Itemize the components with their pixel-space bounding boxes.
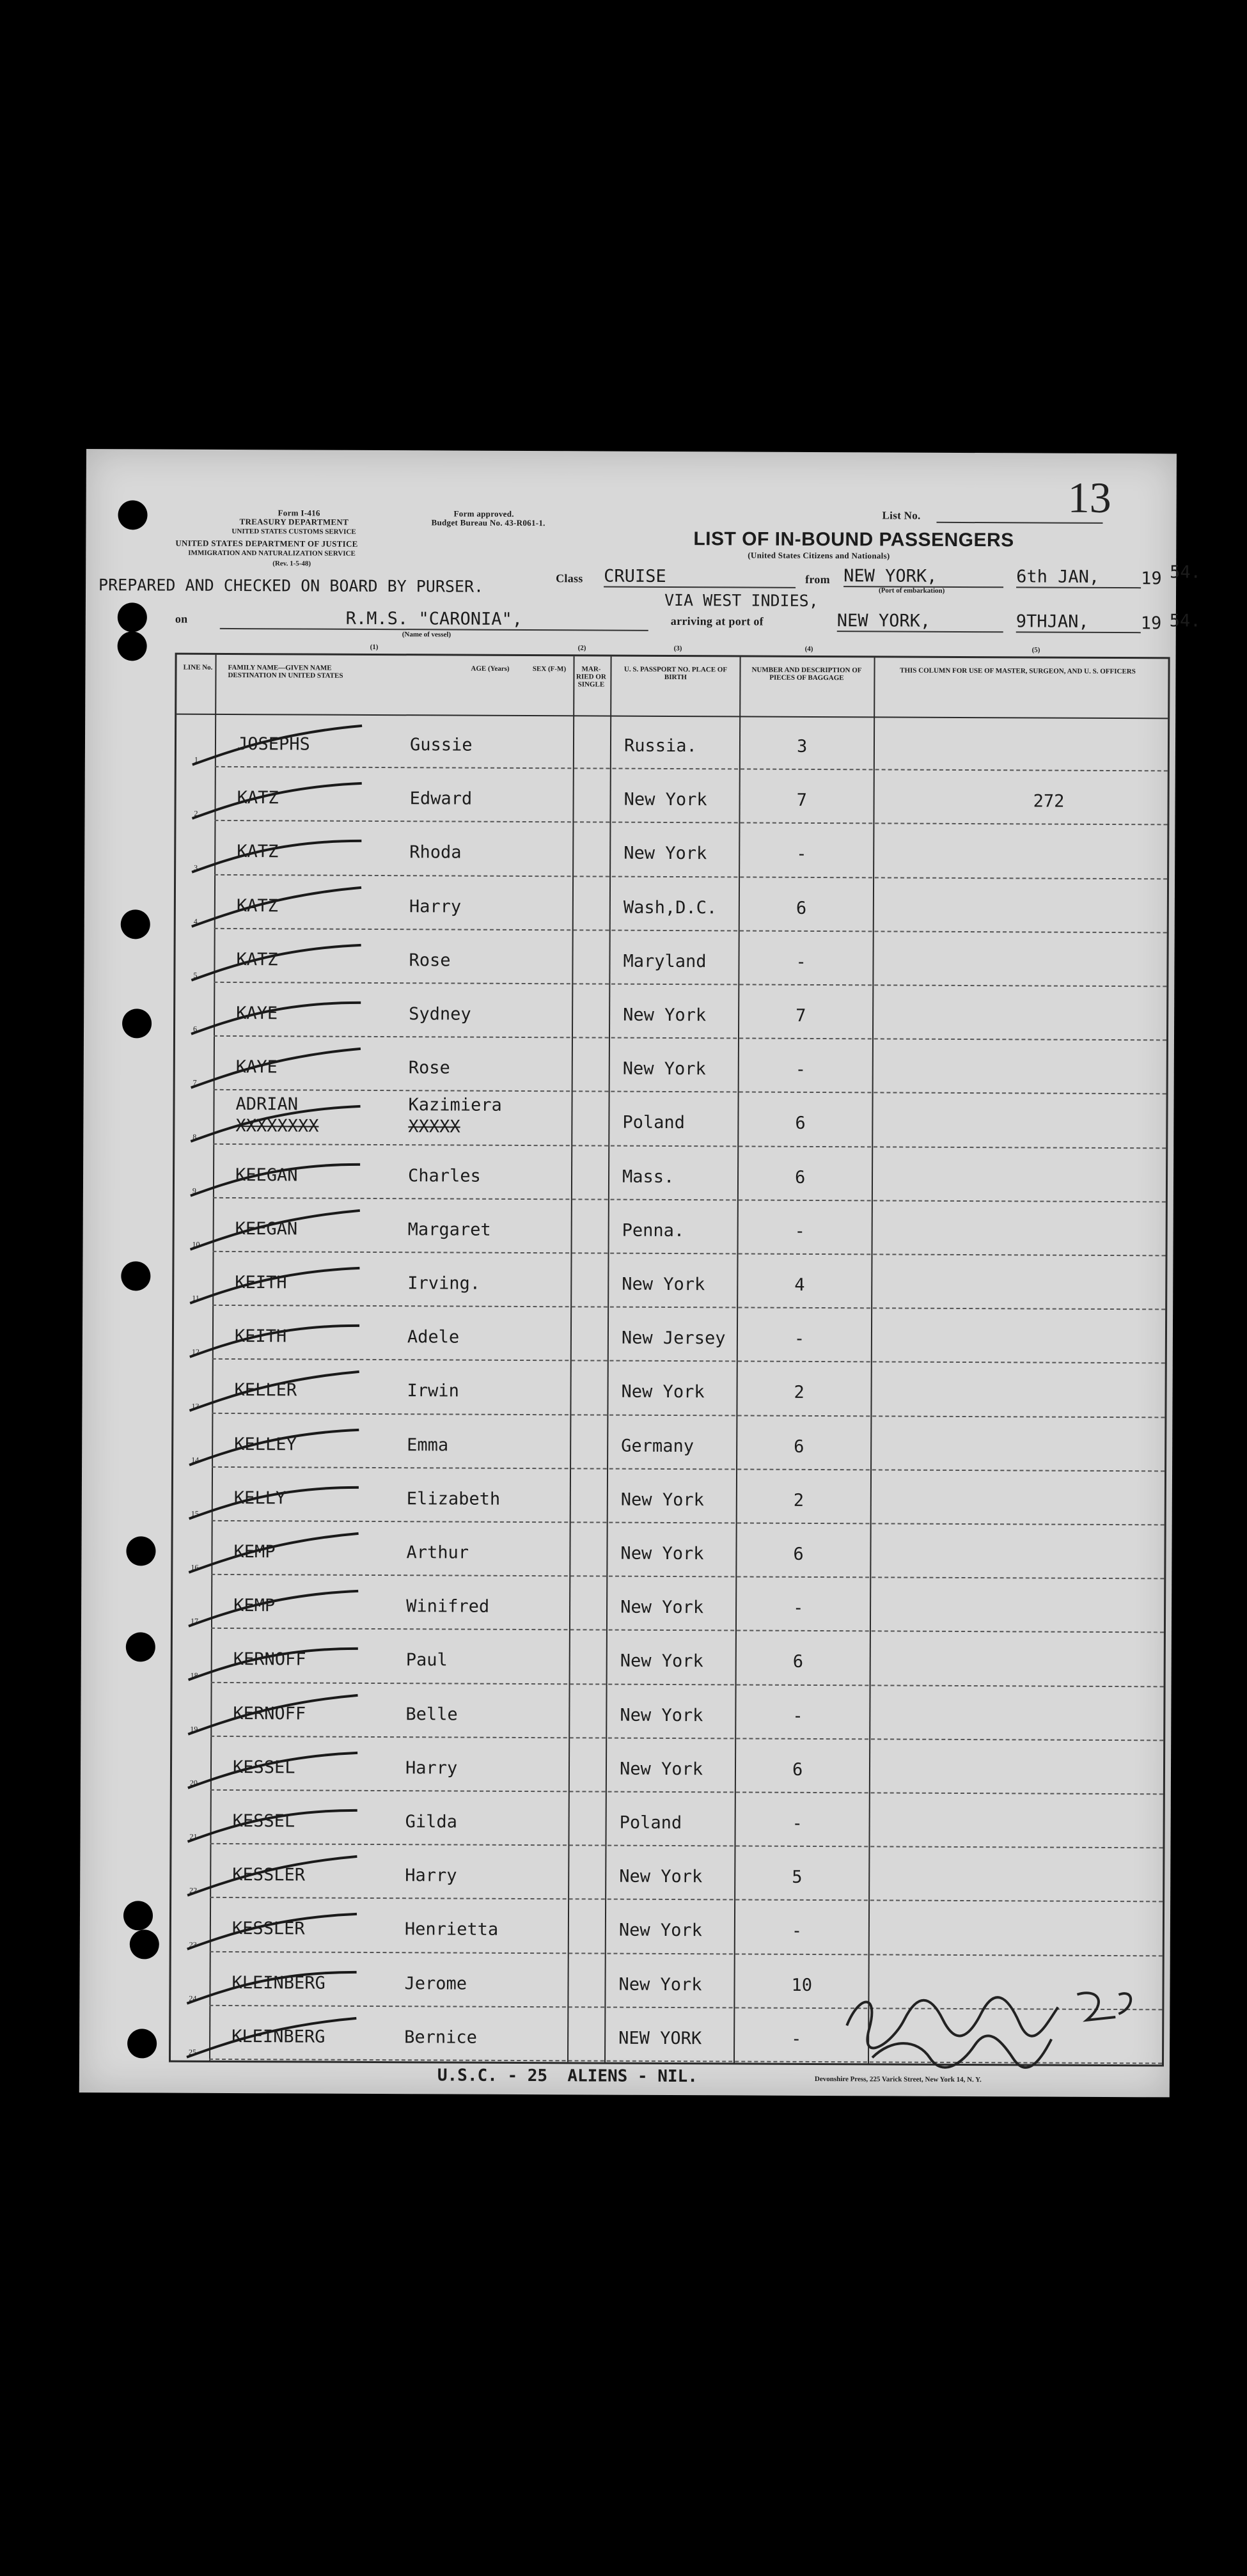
line-number: 9 bbox=[192, 1186, 196, 1195]
page-subtitle: (United States Citizens and Nationals) bbox=[748, 550, 890, 561]
given-name: Gussie bbox=[409, 735, 473, 755]
place-of-birth: New York bbox=[624, 844, 707, 864]
family-name: KATZ bbox=[236, 949, 278, 970]
given-name: Paul bbox=[405, 1650, 448, 1670]
passenger-table bbox=[169, 653, 1170, 2067]
col-num-1: (1) bbox=[370, 643, 379, 651]
place-of-birth: New York bbox=[621, 1382, 705, 1402]
baggage-count: 6 bbox=[792, 1759, 803, 1780]
given-name: Edward bbox=[409, 789, 473, 809]
col-num-4: (4) bbox=[804, 645, 813, 653]
on-label: on bbox=[175, 612, 188, 625]
table-row bbox=[176, 821, 1167, 879]
line-number: 20 bbox=[189, 1778, 198, 1787]
col-num-3: (3) bbox=[673, 645, 682, 653]
line-number: 19 bbox=[190, 1724, 198, 1734]
family-name: KLEINBERG bbox=[231, 2026, 325, 2047]
table-row bbox=[174, 1252, 1165, 1310]
family-name: KEITH bbox=[235, 1273, 287, 1293]
baggage-count: 6 bbox=[796, 898, 807, 918]
vessel-name: R.M.S. "CARONIA", bbox=[220, 608, 648, 631]
table-row bbox=[176, 767, 1167, 826]
place-of-birth: New York bbox=[620, 1597, 704, 1618]
from-label: from bbox=[805, 572, 831, 586]
family-name: KELLY bbox=[233, 1488, 286, 1509]
family-name: KERNOFF bbox=[233, 1649, 306, 1670]
punch-hole bbox=[118, 500, 147, 530]
baggage-count: 3 bbox=[796, 736, 808, 757]
arriving-label: arriving at port of bbox=[670, 614, 764, 628]
baggage-count: 4 bbox=[794, 1275, 805, 1295]
place-of-birth: Wash,D.C. bbox=[623, 897, 718, 918]
hdr-name-sub: DESTINATION IN UNITED STATES bbox=[228, 671, 343, 680]
place-of-birth: New York bbox=[620, 1489, 704, 1511]
family-name: KELLEY bbox=[234, 1434, 297, 1455]
table-row bbox=[176, 714, 1168, 772]
baggage-count: - bbox=[794, 1329, 805, 1349]
table-row bbox=[175, 929, 1166, 987]
line-number: 6 bbox=[193, 1024, 198, 1033]
justice-dept: UNITED STATES DEPARTMENT OF JUSTICE bbox=[175, 538, 358, 549]
place-of-birth: Russia. bbox=[624, 735, 697, 757]
line-number: 11 bbox=[192, 1293, 200, 1303]
line-number: 25 bbox=[189, 2047, 197, 2057]
line-number: 22 bbox=[189, 1886, 198, 1896]
table-row bbox=[171, 1844, 1163, 1903]
given-name: Harry bbox=[405, 1865, 457, 1886]
baggage-count: - bbox=[791, 1921, 803, 1942]
line-number: 18 bbox=[190, 1670, 198, 1680]
table-row bbox=[175, 1037, 1166, 1095]
baggage-count: - bbox=[793, 1598, 804, 1619]
family-name: JOSEPHS bbox=[237, 734, 310, 755]
place-of-birth: New York bbox=[622, 1058, 706, 1080]
table-row bbox=[176, 875, 1167, 933]
given-name: Irwin bbox=[407, 1381, 459, 1401]
family-name: KEMP bbox=[233, 1596, 276, 1616]
line-number: 4 bbox=[193, 916, 198, 926]
baggage-count: 6 bbox=[794, 1436, 804, 1457]
line-number: 23 bbox=[189, 1940, 197, 1949]
line-number: 2 bbox=[194, 809, 198, 819]
family-name: KESSLER bbox=[232, 1865, 306, 1885]
given-name: Harry bbox=[409, 896, 462, 917]
table-row bbox=[173, 1467, 1165, 1525]
hdr-name-main: FAMILY NAME—GIVEN NAME bbox=[228, 663, 332, 672]
prepared-by: PREPARED AND CHECKED ON BOARD BY PURSER. bbox=[98, 576, 484, 596]
punch-hole bbox=[126, 1536, 155, 1566]
family-name: KATZ bbox=[236, 895, 278, 916]
punch-hole bbox=[127, 2029, 157, 2058]
place-of-birth: Germany bbox=[621, 1436, 694, 1456]
arrival-date: 9THJAN, bbox=[1016, 611, 1141, 633]
given-name: Rhoda bbox=[409, 842, 462, 863]
line-number: 12 bbox=[191, 1347, 200, 1357]
list-no-label: List No. bbox=[882, 509, 921, 522]
form-approved: Form approved. bbox=[453, 508, 514, 519]
place-of-birth: Poland bbox=[619, 1812, 682, 1834]
arrival-port: NEW YORK, bbox=[837, 611, 1003, 632]
table-row bbox=[173, 1521, 1164, 1580]
baggage-count: - bbox=[792, 1706, 803, 1726]
place-of-birth: New York bbox=[620, 1651, 703, 1672]
place-of-birth: New York bbox=[618, 1920, 703, 1941]
line-number: 8 bbox=[192, 1132, 197, 1142]
family-name: KEEGAN bbox=[235, 1218, 298, 1239]
line-number: 14 bbox=[191, 1455, 200, 1465]
line-number: 16 bbox=[191, 1562, 199, 1572]
officer-signature bbox=[834, 1968, 1141, 2078]
line-number: 24 bbox=[189, 1993, 197, 2003]
place-of-birth: Poland bbox=[622, 1113, 686, 1133]
family-name: KATZ bbox=[237, 842, 279, 862]
family-name: KAYE bbox=[236, 1003, 278, 1024]
struck-family-name: XXXXXXXX bbox=[235, 1116, 319, 1136]
given-name: Gilda bbox=[405, 1812, 457, 1832]
table-row bbox=[171, 1898, 1163, 1956]
punch-hole bbox=[121, 1261, 150, 1291]
line-number: 15 bbox=[191, 1509, 199, 1518]
baggage-count: - bbox=[795, 1060, 806, 1080]
table-row bbox=[173, 1575, 1164, 1633]
given-name: Rose bbox=[408, 1058, 450, 1078]
baggage-count: 6 bbox=[793, 1544, 804, 1564]
vessel-caption: (Name of vessel) bbox=[402, 631, 451, 639]
family-name: KAYE bbox=[235, 1057, 278, 1078]
page-title: LIST OF IN-BOUND PASSENGERS bbox=[693, 528, 1014, 551]
place-of-birth: New York bbox=[619, 1759, 703, 1780]
given-name: Rose bbox=[409, 950, 451, 971]
year-prefix-1: 19 bbox=[1141, 569, 1162, 589]
baggage-count: 6 bbox=[792, 1652, 804, 1672]
table-row bbox=[175, 1198, 1166, 1256]
family-name: ADRIAN bbox=[235, 1094, 299, 1115]
family-name: KEITH bbox=[234, 1326, 287, 1347]
table-row bbox=[173, 1629, 1164, 1687]
punch-hole bbox=[122, 1009, 152, 1038]
given-name: Sydney bbox=[409, 1004, 471, 1025]
baggage-count: - bbox=[792, 1813, 803, 1834]
from-value: NEW YORK, bbox=[843, 566, 1003, 588]
line-number: 3 bbox=[194, 863, 198, 872]
punch-hole bbox=[121, 909, 150, 939]
form-number: Form I-416 bbox=[278, 508, 320, 518]
baggage-count: - bbox=[796, 844, 807, 865]
year-2: 54. bbox=[1169, 611, 1201, 631]
given-name: Adele bbox=[407, 1327, 460, 1347]
line-number: 21 bbox=[189, 1832, 198, 1841]
punch-hole bbox=[123, 1901, 153, 1930]
place-of-birth: New York bbox=[623, 1005, 707, 1026]
given-name: Irving. bbox=[407, 1273, 481, 1294]
departure-date: 6th JAN, bbox=[1016, 567, 1141, 588]
place-of-birth: New York bbox=[618, 1974, 702, 1995]
manifest-page bbox=[79, 449, 1202, 2097]
place-of-birth: Penna. bbox=[622, 1220, 685, 1241]
family-name: KLEINBERG bbox=[231, 1972, 325, 1993]
class-label: Class bbox=[556, 572, 583, 585]
list-no-value: 13 bbox=[1067, 473, 1111, 522]
punch-hole bbox=[130, 1929, 159, 1959]
table-header bbox=[176, 655, 1168, 719]
totals-line: U.S.C. - 25 ALIENS - NIL. bbox=[437, 2066, 698, 2087]
hdr-passport: U. S. PASSPORT NO. PLACE OF BIRTH bbox=[624, 665, 728, 682]
punch-hole bbox=[118, 602, 147, 632]
place-of-birth: New York bbox=[620, 1543, 704, 1564]
given-name: Henrietta bbox=[404, 1919, 499, 1940]
via-route: VIA WEST INDIES, bbox=[664, 590, 819, 610]
hdr-baggage: NUMBER AND DESCRIPTION OF PIECES OF BAGGAGE bbox=[751, 666, 862, 682]
line-number: 10 bbox=[192, 1239, 200, 1249]
line-number: 5 bbox=[193, 970, 198, 980]
hdr-age: AGE (Years) bbox=[471, 664, 510, 673]
year-1: 54. bbox=[1170, 562, 1202, 583]
baggage-count: 5 bbox=[792, 1867, 803, 1888]
family-name: KEMP bbox=[233, 1542, 276, 1562]
given-name: Winifred bbox=[406, 1596, 490, 1617]
baggage-count: - bbox=[791, 2029, 802, 2049]
punch-hole bbox=[126, 1632, 155, 1661]
family-name: KERNOFF bbox=[233, 1703, 306, 1724]
given-name: Elizabeth bbox=[406, 1488, 501, 1509]
punch-hole bbox=[118, 631, 147, 661]
given-name: Emma bbox=[407, 1434, 449, 1456]
family-name: KESSEL bbox=[232, 1811, 295, 1832]
line-number: 1 bbox=[194, 755, 198, 764]
family-name: KATZ bbox=[237, 788, 279, 808]
place-of-birth: New York bbox=[620, 1705, 703, 1725]
hdr-officers: THIS COLUMN FOR USE OF MASTER, SURGEON, AND U. S. OFFICERS bbox=[900, 666, 1136, 676]
col-num-2: (2) bbox=[577, 644, 586, 652]
officer-note: 272 bbox=[1033, 791, 1065, 812]
given-name: Bernice bbox=[404, 2027, 478, 2048]
table-row bbox=[175, 983, 1166, 1041]
family-name: KEEGAN bbox=[235, 1165, 298, 1186]
place-of-birth: New York bbox=[624, 789, 707, 810]
table-row bbox=[175, 1090, 1166, 1149]
customs-service: UNITED STATES CUSTOMS SERVICE bbox=[231, 527, 356, 536]
hdr-line: LINE No. bbox=[183, 663, 213, 671]
hdr-sex: SEX (F-M) bbox=[532, 665, 567, 673]
table-row bbox=[175, 1144, 1166, 1202]
given-name: Margaret bbox=[407, 1220, 491, 1240]
baggage-count: 7 bbox=[796, 1005, 806, 1026]
family-name: KELLER bbox=[234, 1380, 297, 1401]
struck-given-name: XXXXX bbox=[408, 1117, 460, 1137]
hdr-married: MAR-RIED OR SINGLE bbox=[576, 665, 606, 689]
baggage-count: 2 bbox=[794, 1383, 804, 1403]
given-name: Belle bbox=[405, 1704, 458, 1725]
table-row bbox=[172, 1736, 1163, 1795]
place-of-birth: New York bbox=[622, 1274, 705, 1295]
place-of-birth: New Jersey bbox=[621, 1328, 726, 1349]
place-of-birth: Maryland bbox=[623, 951, 707, 972]
place-of-birth: New York bbox=[619, 1866, 703, 1887]
place-of-birth: Mass. bbox=[622, 1166, 675, 1187]
given-name: Harry bbox=[405, 1757, 458, 1779]
baggage-count: 10 bbox=[791, 1975, 813, 1995]
budget-bureau: Budget Bureau No. 43-R061-1. bbox=[431, 517, 545, 528]
place-of-birth: NEW YORK bbox=[618, 2028, 702, 2049]
table-row bbox=[173, 1360, 1165, 1418]
table-row bbox=[174, 1306, 1165, 1364]
ins-service: IMMIGRATION AND NATURALIZATION SERVICE bbox=[188, 549, 356, 558]
baggage-count: - bbox=[794, 1221, 806, 1241]
baggage-count: - bbox=[796, 952, 806, 972]
given-name: Kazimiera bbox=[408, 1095, 502, 1116]
family-name: KESSLER bbox=[231, 1919, 305, 1939]
line-number: 7 bbox=[192, 1078, 197, 1088]
table-row bbox=[173, 1413, 1165, 1472]
printer-imprint: Devonshire Press, 225 Varick Street, New York 14, N. Y. bbox=[814, 2075, 982, 2084]
line-number: 13 bbox=[191, 1401, 200, 1411]
family-name: KESSEL bbox=[232, 1757, 295, 1778]
line-number: 17 bbox=[190, 1617, 199, 1626]
year-prefix-2: 19 bbox=[1140, 613, 1162, 634]
revision: (Rev. 1-5-48) bbox=[272, 560, 311, 568]
table-row bbox=[171, 1791, 1163, 1849]
given-name: Arthur bbox=[406, 1543, 469, 1563]
baggage-count: 6 bbox=[794, 1167, 806, 1188]
treasury-dept: TREASURY DEPARTMENT bbox=[239, 517, 349, 527]
class-value: CRUISE bbox=[604, 567, 796, 588]
baggage-count: 6 bbox=[795, 1113, 806, 1134]
baggage-count: 7 bbox=[796, 790, 807, 811]
table-row bbox=[172, 1683, 1163, 1741]
baggage-count: 2 bbox=[793, 1490, 804, 1511]
given-name: Charles bbox=[407, 1165, 481, 1186]
hdr-name bbox=[228, 664, 420, 680]
port-embark-caption: (Port of embarkation) bbox=[879, 586, 945, 595]
given-name: Jerome bbox=[404, 1973, 467, 1994]
col-num-5: (5) bbox=[1031, 646, 1040, 654]
